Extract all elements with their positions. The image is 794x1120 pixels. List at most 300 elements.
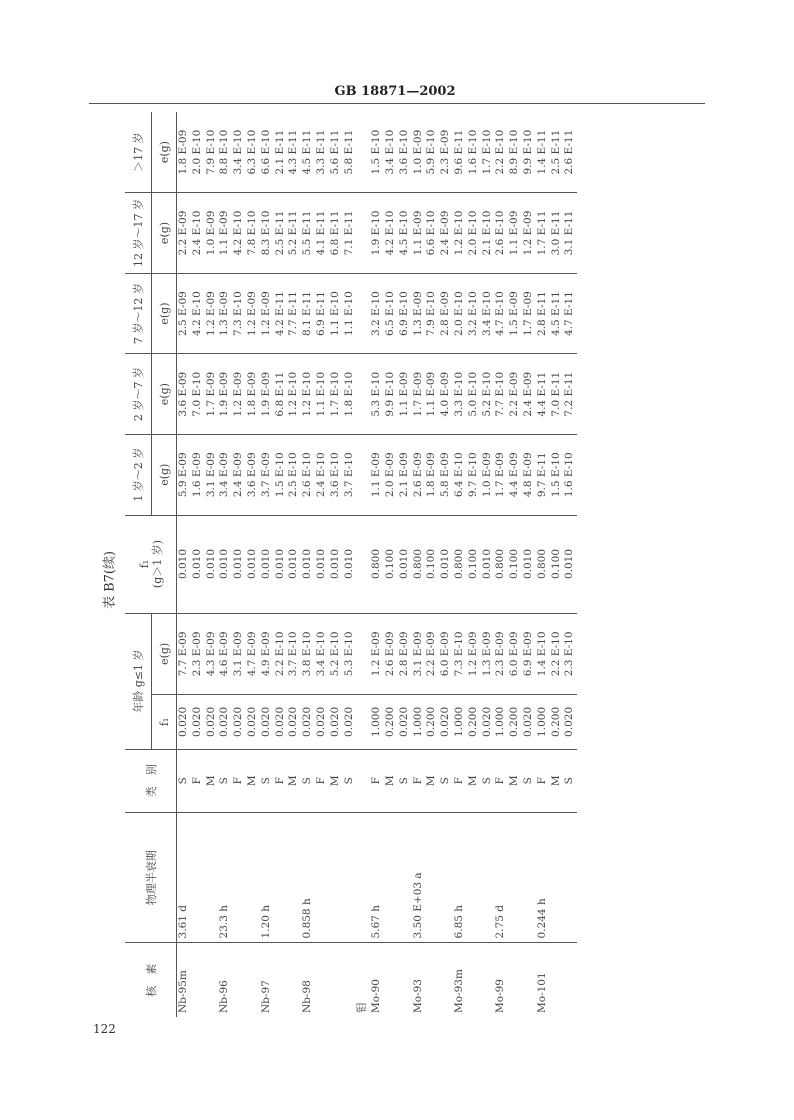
half-life-cell	[329, 812, 343, 943]
half-life-cell	[191, 812, 205, 943]
nuclide-cell	[384, 943, 398, 1017]
eg-12-17-cell: 5.2 E-11	[287, 193, 301, 274]
eg-2-7-cell: 7.0 E-10	[191, 354, 205, 435]
table-row	[274, 112, 288, 1017]
eg-2-7-cell	[356, 354, 370, 435]
table-row	[246, 112, 260, 1017]
f1-gt1-cell: 0.010	[439, 515, 453, 613]
f1-infant-cell: 0.020	[329, 695, 343, 749]
f1-infant-cell: 0.200	[508, 695, 522, 749]
f1-infant-cell: 0.020	[246, 695, 260, 749]
type-cell: F	[412, 749, 426, 812]
eg-gt17-cell: 1.7 E-10	[480, 129, 493, 175]
eg-gt17-cell: 3.4 E-10	[232, 129, 245, 175]
eg-gt17-cell: 3.4 E-10	[383, 129, 396, 175]
eg-1-2-cell: 2.1 E-09	[398, 434, 412, 515]
table-row	[370, 112, 384, 1017]
table-row	[467, 112, 481, 1017]
eg-gt17-cell: 5.9 E-10	[425, 129, 438, 175]
table-row	[232, 112, 246, 1017]
eg-2-7-cell: 7.7 E-10	[494, 354, 508, 435]
type-cell: F	[453, 749, 467, 812]
f1-gt1-cell: 0.010	[287, 515, 301, 613]
nuclide-cell	[467, 943, 481, 1017]
type-cell: S	[260, 749, 274, 812]
nuclide-cell	[246, 943, 260, 1017]
f1-gt1-cell: 0.100	[425, 515, 439, 613]
eg-gt17-cell: 9.9 E-10	[521, 129, 534, 175]
f1-gt1-cell: 0.010	[232, 515, 246, 613]
eg-gt17-cell: 8.8 E-10	[218, 129, 231, 175]
f1-gt1-cell: 0.010	[274, 515, 288, 613]
half-life-cell	[522, 812, 536, 943]
f1-gt1-cell: 0.010	[301, 515, 315, 613]
type-cell: M	[508, 749, 522, 812]
nuclide-cell	[287, 943, 301, 1017]
eg-gt17-cell: 9.6 E-11	[452, 129, 465, 175]
eg-1-2-cell: 2.6 E-10	[301, 434, 315, 515]
table-row	[508, 112, 522, 1017]
table-row	[412, 112, 426, 1017]
header-age-le1: 年龄 g≤1 岁	[125, 613, 152, 749]
f1-gt1-cell: 0.010	[522, 515, 536, 613]
eg-1-2-cell: 1.6 E-10	[563, 434, 577, 515]
f1-gt1-cell: 0.800	[453, 515, 467, 613]
nuclide-cell: Nb-96	[218, 943, 232, 1017]
nuclide-cell: Mo-101	[536, 943, 550, 1017]
f1-infant-cell: 0.020	[177, 695, 191, 749]
eg-gt17-cell: 7.9 E-10	[204, 129, 217, 175]
f1-infant-cell: 1.000	[412, 695, 426, 749]
eg-12-17-cell: 7.8 E-10	[246, 193, 260, 274]
type-cell: F	[536, 749, 550, 812]
eg-infant-cell: 4.3 E-09	[205, 613, 219, 695]
eg-infant-cell: 4.6 E-09	[218, 613, 232, 695]
eg-infant-cell: 2.3 E-09	[494, 613, 508, 695]
eg-infant-cell: 3.4 E-10	[315, 613, 329, 695]
table-caption-text: 表 B7(续)	[102, 550, 118, 610]
half-life-cell	[563, 812, 577, 943]
table-row	[439, 112, 453, 1017]
eg-2-7-cell: 5.3 E-10	[370, 354, 384, 435]
eg-1-2-cell: 1.5 E-10	[274, 434, 288, 515]
eg-2-7-cell: 7.0 E-11	[550, 354, 564, 435]
f1-gt1-cell: 0.010	[343, 515, 357, 613]
eg-7-12-cell: 7.7 E-11	[287, 273, 301, 354]
eg-12-17-cell: 3.1 E-11	[563, 193, 577, 274]
table-row	[563, 112, 577, 1017]
eg-7-12-cell: 2.8 E-11	[536, 273, 550, 354]
eg-infant-cell: 4.7 E-09	[246, 613, 260, 695]
f1-infant-cell: 0.020	[522, 695, 536, 749]
eg-infant-cell: 3.8 E-10	[301, 613, 315, 695]
nuclide-cell: Mo-93m	[453, 943, 467, 1017]
eg-1-2-cell: 2.6 E-09	[412, 434, 426, 515]
eg-12-17-cell: 4.2 E-10	[232, 193, 246, 274]
f1-infant-cell: 1.000	[494, 695, 508, 749]
eg-gt17-cell: 1.0 E-09	[411, 129, 424, 175]
eg-2-7-cell: 5.0 E-10	[467, 354, 481, 435]
eg-infant-cell: 3.7 E-10	[287, 613, 301, 695]
eg-gt17-cell: 6.3 E-10	[245, 129, 258, 175]
nuclide-cell: Nb-95m	[177, 943, 191, 1017]
eg-1-2-cell: 1.0 E-09	[481, 434, 495, 515]
f1-infant-cell: 0.020	[481, 695, 495, 749]
table-row	[550, 112, 564, 1017]
type-cell	[356, 749, 370, 812]
eg-7-12-cell: 7.3 E-10	[232, 273, 246, 354]
nuclide-cell	[522, 943, 536, 1017]
type-cell: M	[425, 749, 439, 812]
eg-gt17-cell: 5.8 E-11	[342, 129, 355, 175]
eg-7-12-cell: 1.1 E-10	[329, 273, 343, 354]
eg-1-2-cell: 9.7 E-10	[467, 434, 481, 515]
dose-coefficient-table	[125, 112, 577, 1017]
eg-1-2-cell: 5.9 E-09	[177, 434, 191, 515]
eg-12-17-cell: 3.0 E-11	[550, 193, 564, 274]
half-life-cell	[481, 812, 495, 943]
eg-infant-cell: 2.2 E-10	[550, 613, 564, 695]
eg-12-17-cell: 7.1 E-11	[343, 193, 357, 274]
header-rule	[89, 103, 705, 104]
header-type: 类 别	[125, 749, 177, 812]
f1-infant-cell: 0.020	[287, 695, 301, 749]
eg-12-17-cell: 2.4 E-10	[191, 193, 205, 274]
eg-7-12-cell	[356, 273, 370, 354]
half-life-cell: 23.3 h	[218, 812, 232, 943]
eg-7-12-cell: 6.9 E-10	[398, 273, 412, 354]
eg-12-17-cell: 2.5 E-11	[274, 193, 288, 274]
eg-1-2-cell: 4.4 E-09	[508, 434, 522, 515]
nuclide-cell	[329, 943, 343, 1017]
eg-1-2-cell: 3.6 E-10	[329, 434, 343, 515]
eg-7-12-cell: 4.7 E-10	[494, 273, 508, 354]
eg-12-17-cell: 1.2 E-10	[453, 193, 467, 274]
eg-1-2-cell: 9.7 E-11	[536, 434, 550, 515]
f1-infant-cell: 0.020	[301, 695, 315, 749]
eg-2-7-cell: 3.6 E-09	[177, 354, 191, 435]
type-cell: S	[563, 749, 577, 812]
table-row	[343, 112, 357, 1017]
eg-gt17-cell: 2.2 E-10	[494, 129, 507, 175]
half-life-cell	[356, 812, 370, 943]
element-group-row	[356, 112, 370, 1017]
eg-1-2-cell: 3.6 E-09	[246, 434, 260, 515]
eg-infant-cell: 2.6 E-09	[384, 613, 398, 695]
eg-7-12-cell: 3.4 E-10	[481, 273, 495, 354]
eg-12-17-cell: 2.2 E-09	[177, 193, 191, 274]
f1-gt1-cell: 0.010	[246, 515, 260, 613]
eg-infant-cell: 2.8 E-09	[398, 613, 412, 695]
eg-infant-cell	[356, 613, 370, 695]
table-row	[191, 112, 205, 1017]
nuclide-cell: 钼	[356, 943, 370, 1017]
eg-7-12-cell: 4.5 E-11	[550, 273, 564, 354]
eg-gt17-cell: 8.9 E-10	[508, 129, 521, 175]
eg-2-7-cell: 2.2 E-09	[508, 354, 522, 435]
type-cell: S	[481, 749, 495, 812]
f1-infant-cell: 0.020	[343, 695, 357, 749]
f1-infant-cell: 0.020	[232, 695, 246, 749]
eg-2-7-cell: 6.8 E-11	[274, 354, 288, 435]
nuclide-cell	[274, 943, 288, 1017]
eg-2-7-cell: 7.2 E-11	[563, 354, 577, 435]
eg-gt17-cell: 3.6 E-10	[397, 129, 410, 175]
eg-infant-cell: 1.4 E-10	[536, 613, 550, 695]
nuclide-cell	[481, 943, 495, 1017]
table-row	[453, 112, 467, 1017]
table-container	[125, 112, 700, 1017]
eg-infant-cell: 1.3 E-09	[481, 613, 495, 695]
eg-gt17-cell: 4.3 E-11	[287, 129, 300, 175]
table-row	[384, 112, 398, 1017]
half-life-cell: 6.85 h	[453, 812, 467, 943]
type-cell: M	[329, 749, 343, 812]
eg-7-12-cell: 1.5 E-09	[508, 273, 522, 354]
eg-gt17-cell: 1.8 E-09	[177, 129, 189, 175]
f1-gt1-cell: 0.100	[467, 515, 481, 613]
type-cell: S	[301, 749, 315, 812]
table-row	[177, 112, 191, 1017]
standard-header: GB 18871—2002	[334, 84, 456, 99]
eg-7-12-cell: 2.8 E-09	[439, 273, 453, 354]
half-life-cell: 1.20 h	[260, 812, 274, 943]
type-cell: F	[494, 749, 508, 812]
f1-infant-cell	[356, 695, 370, 749]
eg-infant-cell: 5.2 E-10	[329, 613, 343, 695]
eg-12-17-cell: 1.7 E-11	[536, 193, 550, 274]
eg-gt17-cell: 6.6 E-10	[259, 129, 272, 175]
eg-7-12-cell: 4.2 E-11	[274, 273, 288, 354]
table-body	[177, 112, 578, 1017]
type-cell: M	[246, 749, 260, 812]
eg-12-17-cell: 1.1 E-09	[412, 193, 426, 274]
nuclide-cell	[191, 943, 205, 1017]
header-nuclide: 核 素	[125, 943, 177, 1017]
eg-infant-cell: 2.2 E-09	[425, 613, 439, 695]
header-eg-12-17: e(g)	[152, 193, 177, 274]
eg-12-17-cell: 6.8 E-11	[329, 193, 343, 274]
eg-infant-cell: 1.2 E-09	[370, 613, 384, 695]
eg-1-2-cell: 3.1 E-09	[205, 434, 219, 515]
page-number: 122	[93, 1022, 116, 1036]
type-cell: M	[384, 749, 398, 812]
eg-7-12-cell: 3.2 E-10	[467, 273, 481, 354]
eg-gt17-cell: 1.6 E-10	[466, 129, 479, 175]
eg-gt17-cell: 2.0 E-10	[190, 129, 203, 175]
f1-gt1-cell: 0.010	[329, 515, 343, 613]
half-life-cell	[398, 812, 412, 943]
eg-12-17-cell: 1.1 E-09	[218, 193, 232, 274]
header-eg-7-12: e(g)	[152, 273, 177, 354]
f1-gt1-cell: 0.010	[398, 515, 412, 613]
f1-infant-cell: 0.020	[191, 695, 205, 749]
half-life-cell	[467, 812, 481, 943]
type-cell: F	[370, 749, 384, 812]
eg-12-17-cell: 1.0 E-09	[205, 193, 219, 274]
f1-gt1-cell: 0.010	[205, 515, 219, 613]
eg-12-17-cell: 5.5 E-11	[301, 193, 315, 274]
eg-7-12-cell: 6.9 E-11	[315, 273, 329, 354]
f1-gt1-cell: 0.800	[370, 515, 384, 613]
eg-1-2-cell: 3.7 E-09	[260, 434, 274, 515]
eg-2-7-cell: 1.2 E-10	[287, 354, 301, 435]
eg-12-17-cell: 6.6 E-10	[425, 193, 439, 274]
header-eg-gt17: e(g)	[152, 112, 177, 193]
nuclide-cell	[439, 943, 453, 1017]
table-row	[315, 112, 329, 1017]
eg-1-2-cell: 2.0 E-09	[384, 434, 398, 515]
eg-2-7-cell: 1.2 E-10	[301, 354, 315, 435]
eg-2-7-cell: 9.9 E-10	[384, 354, 398, 435]
eg-1-2-cell: 6.4 E-10	[453, 434, 467, 515]
f1-infant-cell: 0.200	[467, 695, 481, 749]
eg-1-2-cell: 1.5 E-10	[550, 434, 564, 515]
eg-infant-cell: 6.0 E-09	[439, 613, 453, 695]
nuclide-cell	[232, 943, 246, 1017]
eg-12-17-cell: 4.1 E-11	[315, 193, 329, 274]
f1-infant-cell: 0.020	[274, 695, 288, 749]
type-cell: S	[177, 749, 191, 812]
f1-infant-cell: 0.020	[205, 695, 219, 749]
header-age-1-2: 1 岁～2 岁	[125, 434, 152, 515]
eg-infant-cell: 2.3 E-10	[563, 613, 577, 695]
eg-1-2-cell: 2.5 E-10	[287, 434, 301, 515]
eg-gt17-cell: 2.3 E-09	[439, 129, 452, 175]
type-cell: S	[343, 749, 357, 812]
half-life-cell: 0.858 h	[301, 812, 315, 943]
type-cell: F	[191, 749, 205, 812]
half-life-cell	[274, 812, 288, 943]
eg-12-17-cell: 2.1 E-10	[481, 193, 495, 274]
f1-gt1-cell: 0.010	[191, 515, 205, 613]
eg-infant-cell: 7.7 E-09	[177, 613, 191, 695]
table-row	[494, 112, 508, 1017]
eg-infant-cell: 3.1 E-09	[412, 613, 426, 695]
type-cell: F	[274, 749, 288, 812]
eg-infant-cell: 2.3 E-09	[191, 613, 205, 695]
eg-7-12-cell: 3.2 E-10	[370, 273, 384, 354]
half-life-cell	[315, 812, 329, 943]
half-life-cell: 5.67 h	[370, 812, 384, 943]
f1-gt1-cell: 0.010	[218, 515, 232, 613]
f1-infant-cell: 0.020	[260, 695, 274, 749]
header-age-gt17: ＞17 岁	[125, 112, 152, 193]
eg-2-7-cell: 1.7 E-09	[205, 354, 219, 435]
half-life-cell: 2.75 d	[494, 812, 508, 943]
f1-gt1-cell: 0.100	[384, 515, 398, 613]
eg-infant-cell: 6.9 E-09	[522, 613, 536, 695]
f1-gt1-cell: 0.010	[177, 515, 191, 613]
eg-infant-cell: 2.2 E-10	[274, 613, 288, 695]
f1-gt1-cell: 0.800	[494, 515, 508, 613]
half-life-cell	[439, 812, 453, 943]
eg-1-2-cell: 3.7 E-10	[343, 434, 357, 515]
eg-1-2-cell: 2.4 E-10	[315, 434, 329, 515]
eg-12-17-cell: 8.3 E-10	[260, 193, 274, 274]
f1-infant-cell: 1.000	[453, 695, 467, 749]
eg-gt17-cell	[356, 112, 370, 193]
table-row	[398, 112, 412, 1017]
half-life-cell	[550, 812, 564, 943]
f1-gt1-cell	[356, 515, 370, 613]
eg-2-7-cell: 4.4 E-11	[536, 354, 550, 435]
header-f1: f₁	[152, 695, 177, 749]
header-f1-gt1	[125, 515, 177, 613]
eg-7-12-cell: 7.9 E-10	[425, 273, 439, 354]
nuclide-cell	[398, 943, 412, 1017]
header-half-life: 物理半衰期	[125, 812, 177, 943]
eg-2-7-cell: 1.2 E-09	[232, 354, 246, 435]
type-cell: S	[522, 749, 536, 812]
type-cell: M	[550, 749, 564, 812]
nuclide-cell: Nb-98	[301, 943, 315, 1017]
eg-infant-cell: 6.0 E-09	[508, 613, 522, 695]
f1-gt1-cell: 0.010	[481, 515, 495, 613]
type-cell: F	[315, 749, 329, 812]
half-life-cell	[205, 812, 219, 943]
f1-infant-cell: 0.200	[425, 695, 439, 749]
half-life-cell: 3.61 d	[177, 812, 191, 943]
eg-gt17-cell: 2.1 E-11	[273, 129, 286, 175]
nuclide-cell: Nb-97	[260, 943, 274, 1017]
rotated-table	[125, 112, 700, 1017]
nuclide-cell	[315, 943, 329, 1017]
f1-infant-cell: 0.020	[315, 695, 329, 749]
type-cell: S	[398, 749, 412, 812]
eg-1-2-cell: 3.4 E-09	[218, 434, 232, 515]
eg-2-7-cell: 1.1 E-10	[315, 354, 329, 435]
f1-infant-cell: 0.020	[398, 695, 412, 749]
half-life-cell	[232, 812, 246, 943]
type-cell: F	[232, 749, 246, 812]
eg-2-7-cell: 4.0 E-09	[439, 354, 453, 435]
f1-gt1-cell: 0.010	[315, 515, 329, 613]
table-row	[205, 112, 219, 1017]
eg-infant-cell: 1.2 E-09	[467, 613, 481, 695]
f1-infant-cell: 0.200	[384, 695, 398, 749]
half-life-cell	[246, 812, 260, 943]
eg-gt17-cell: 3.3 E-11	[314, 129, 327, 175]
eg-infant-cell: 5.3 E-10	[343, 613, 357, 695]
type-cell: M	[287, 749, 301, 812]
eg-1-2-cell: 2.4 E-09	[232, 434, 246, 515]
eg-7-12-cell: 1.2 E-09	[246, 273, 260, 354]
nuclide-cell	[425, 943, 439, 1017]
header-f1-gt1-line2: (g＞1 岁)	[150, 539, 164, 589]
header-age-12-17: 12 岁～17 岁	[125, 193, 152, 274]
f1-infant-cell: 1.000	[370, 695, 384, 749]
eg-7-12-cell: 2.5 E-09	[177, 273, 191, 354]
eg-1-2-cell: 1.7 E-09	[494, 434, 508, 515]
eg-7-12-cell: 4.7 E-11	[563, 273, 577, 354]
eg-infant-cell: 7.3 E-10	[453, 613, 467, 695]
header-eg-1-2: e(g)	[152, 434, 177, 515]
table-row	[301, 112, 315, 1017]
half-life-cell: 0.244 h	[536, 812, 550, 943]
eg-7-12-cell: 1.1 E-10	[343, 273, 357, 354]
eg-7-12-cell: 8.1 E-11	[301, 273, 315, 354]
table-row	[425, 112, 439, 1017]
table-row	[522, 112, 536, 1017]
header-age-2-7: 2 岁～7 岁	[125, 354, 152, 435]
eg-12-17-cell: 1.2 E-09	[522, 193, 536, 274]
nuclide-cell	[563, 943, 577, 1017]
eg-7-12-cell: 1.2 E-09	[205, 273, 219, 354]
f1-infant-cell: 0.020	[439, 695, 453, 749]
nuclide-cell	[508, 943, 522, 1017]
eg-12-17-cell: 1.9 E-10	[370, 193, 384, 274]
